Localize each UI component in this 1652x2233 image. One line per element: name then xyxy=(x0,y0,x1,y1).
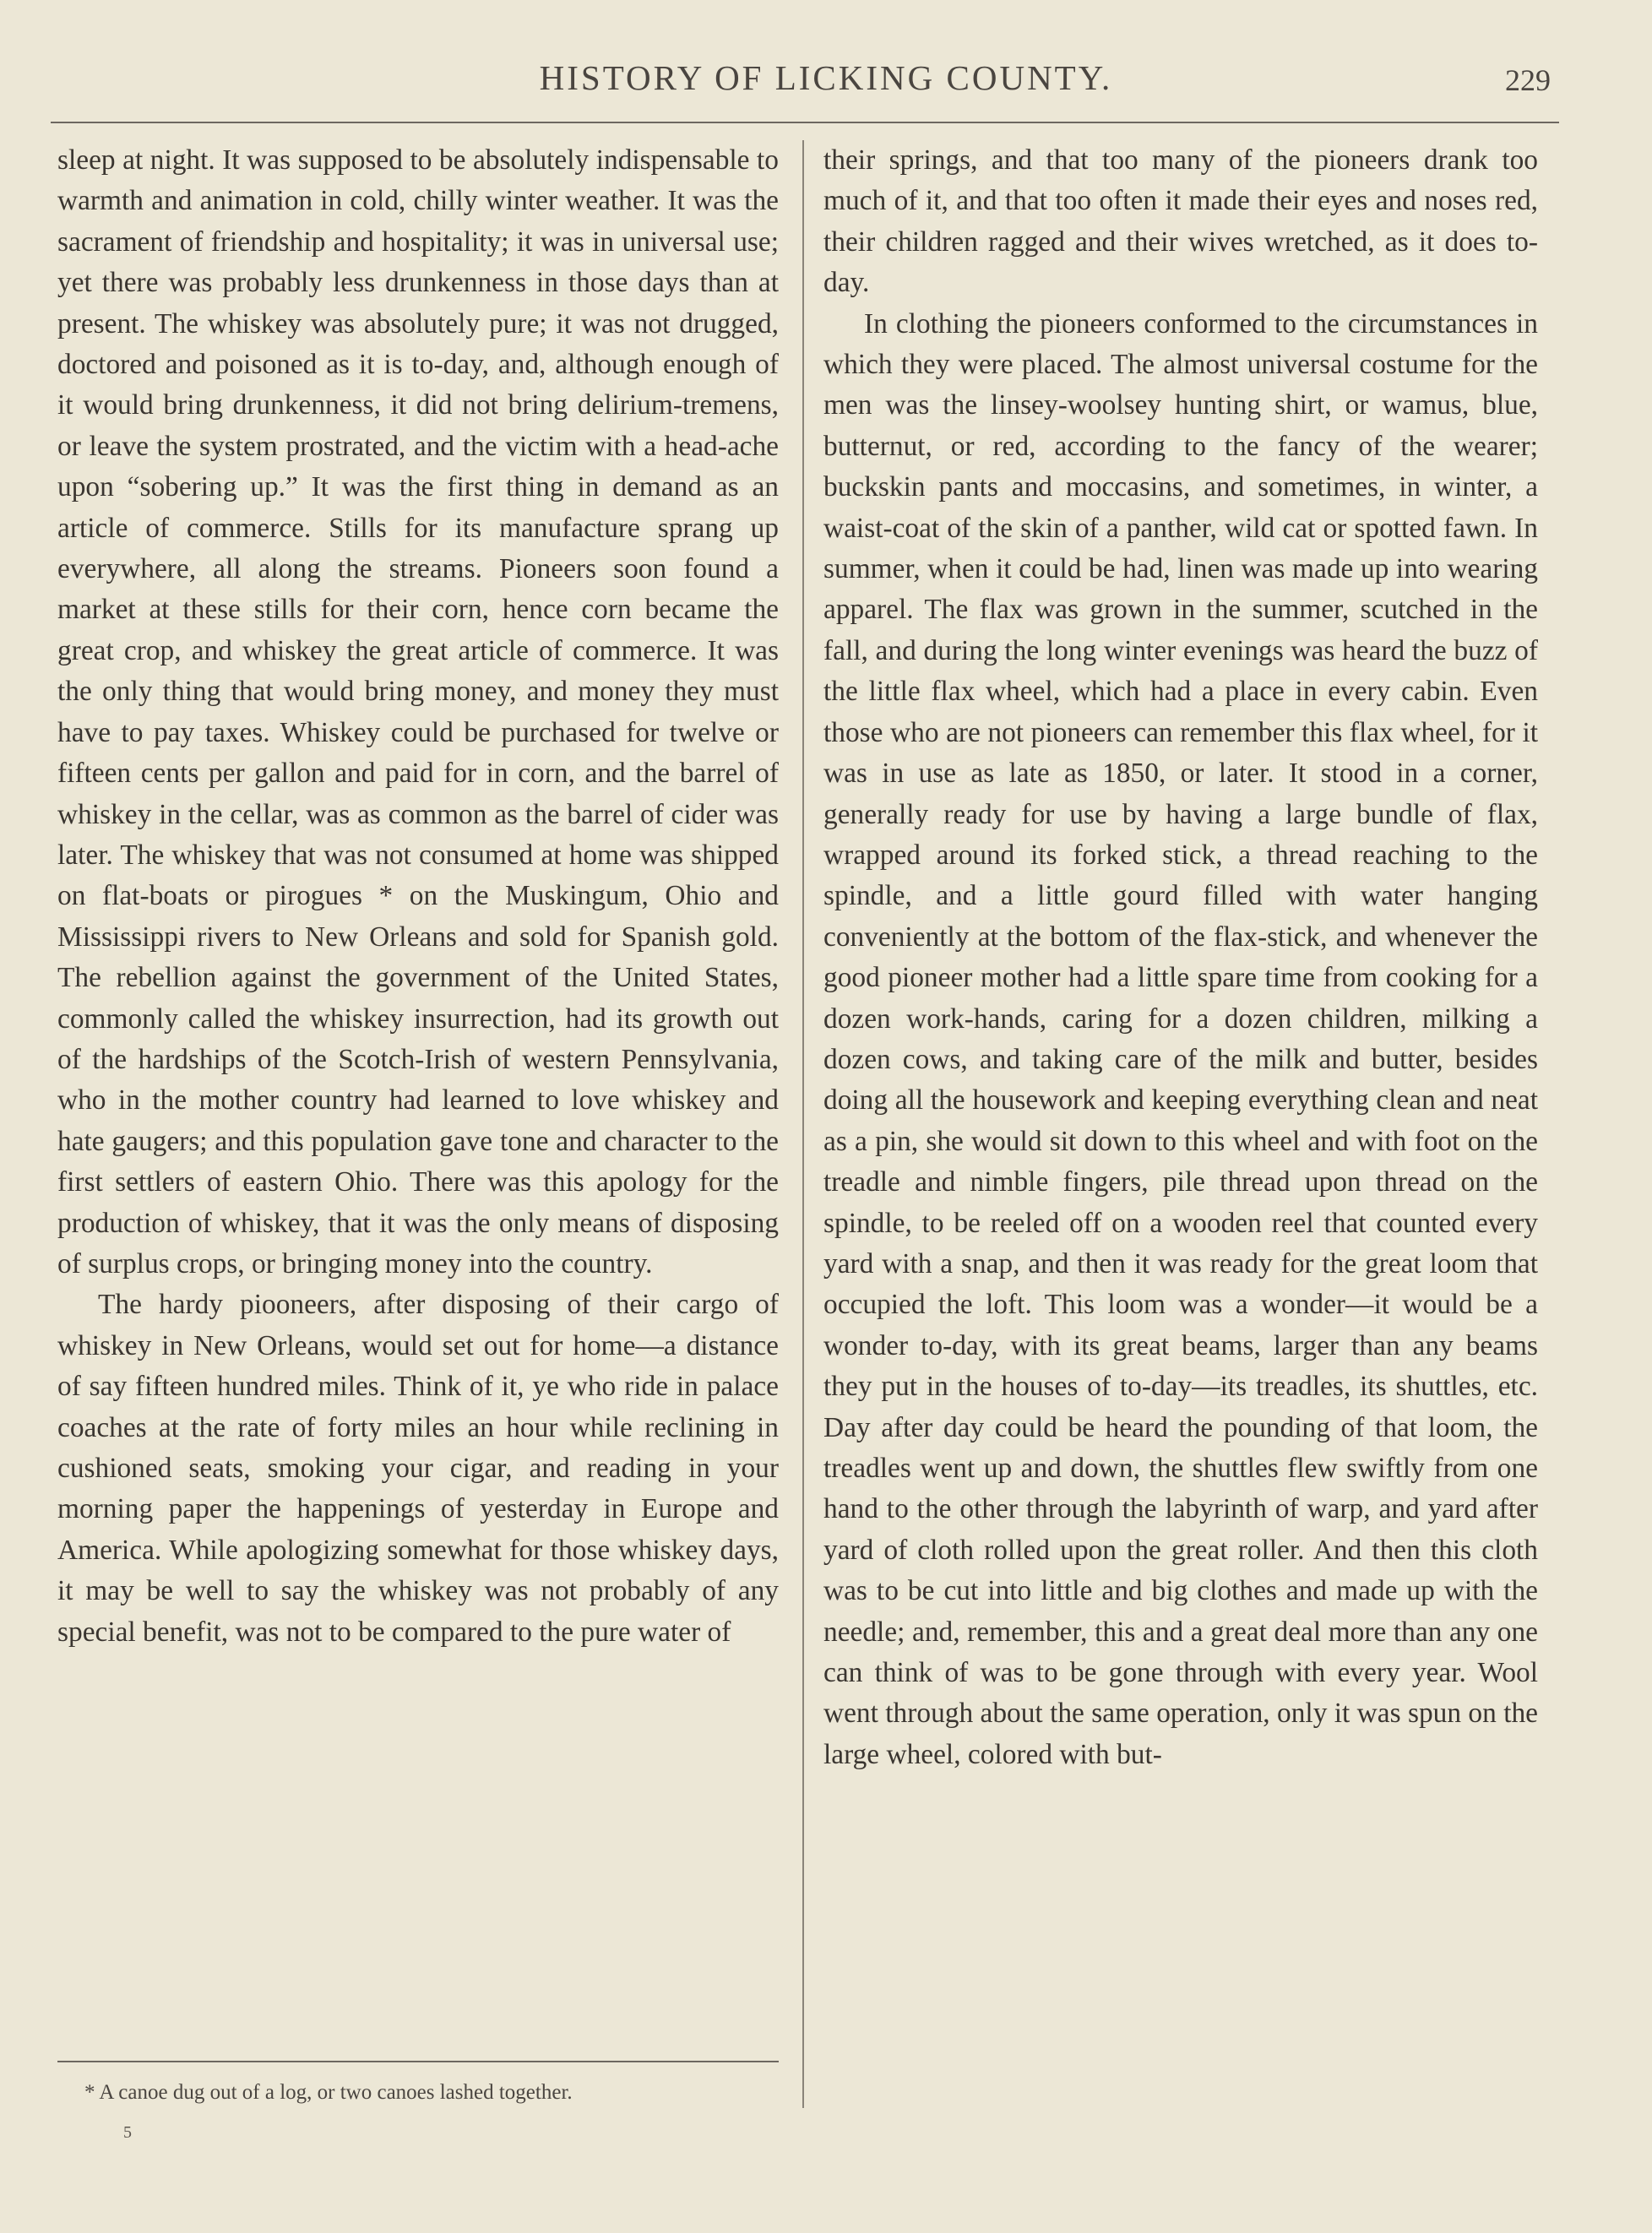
left-paragraph-1: sleep at night. It was supposed to be absolutely indispensable to warmth and animation in cold, chilly winter weather. It was the sacrament of friendship and hospitality; it was in universal use; yet there was probably less drunkenness in those days than at present. The whiskey was absolutely pure; it was not drugged, doctored and poisoned as it is to-day, and, although enough of it would bring drunkenness, it did not bring delirium-tremens, or leave the system prostrated, and the victim with a head-ache upon “sobering up.” It was the first thing in demand as an article of commerce. Stills for its manufacture sprang up everywhere, all along the streams. Pioneers soon found a market at these stills for their corn, hence corn became the great crop, and whiskey the great article of commerce. It was the only thing that would bring money, and money they must have to pay taxes. Whiskey could be purchased for twelve or fifteen cents per gallon and paid for in corn, and the barrel of whiskey in the cellar, was as common as the barrel of cider was later. The whiskey that was not consumed at home was shipped on flat-boats or pirogues * on the Muskingum, Ohio and Mississippi rivers to New Orleans and sold for Spanish gold. The rebellion against the government of the United States, commonly called the whiskey insurrection, had its growth out of the hardships of the Scotch-Irish of western Pennsylvania, who in the mother country had learned to love whiskey and hate gaugers; and this population gave tone and character to the first settlers of eastern Ohio. There was this apology for the production of whiskey, that it was the only means of disposing of surplus crops, or bringing money into the country. xyxy=(57,144,779,1279)
header-rule xyxy=(51,122,1559,123)
signature-mark: 5 xyxy=(123,2123,132,2142)
page-header xyxy=(0,52,1652,111)
right-paragraph-1: their springs, and that too many of the pioneers drank too much of it, and that too often it made their eyes and noses red, their children ragged and their wives wretched, as it does to-day. xyxy=(823,144,1538,299)
running-title: HISTORY OF LICKING COUNTY. xyxy=(539,58,1113,97)
right-column xyxy=(823,140,1538,1775)
footnote: * A canoe dug out of a log, or two canoes lashed together. xyxy=(84,2081,573,2104)
footnote-rule xyxy=(57,2061,779,2062)
right-paragraph-2: In clothing the pioneers conformed to the circumstances in which they were placed. The almost universal costume for the men was the linsey-woolsey hunting shirt, or wamus, blue, butternut, or red, according to the fancy of the wearer; buckskin pants and moccasins, and sometimes, in winter, a waist-coat of the skin of a panther, wild cat or spotted fawn. In summer, when it could be had, linen was made up into wearing apparel. The flax was grown in the summer, scutched in the fall, and during the long winter evenings was heard the buzz of the little flax wheel, which had a place in every cabin. Even those who are not pioneers can remember this flax wheel, for it was in use as late as 1850, or later. It stood in a corner, generally ready for use by having a large bundle of flax, wrapped around its forked stick, a thread reaching to the spindle, and a little gourd filled with water hanging conveniently at the bottom of the flax-stick, and whenever the good pioneer mother had a little spare time from cooking for a dozen work-hands, caring for a dozen children, milking a dozen cows, and taking care of the milk and butter, besides doing all the housework and keeping everything clean and neat as a pin, she would sit down to this wheel and with foot on the treadle and nimble fingers, pile thread upon thread on the spindle, to be reeled off on a wooden reel that counted every yard with a snap, and then it was ready for the great loom that occupied the loft. This loom was a wonder—it would be a wonder to-day, with its great beams, larger than any beams they put in the houses of to-day—its treadles, its shuttles, etc. Day after day could be heard the pounding of that loom, the treadles went up and down, the shuttles flew swiftly from one hand to the other through the labyrinth of warp, and yard after yard of cloth rolled upon the great roller. And then this cloth was to be cut into little and big clothes and made up with the needle; and, remember, this and a great deal more than any one can think of was to be gone through with every year. Wool went through about the same operation, only it was spun on the large wheel, colored with but- xyxy=(823,307,1538,1770)
left-column xyxy=(57,140,779,1653)
left-paragraph-2: The hardy piooneers, after disposing of their cargo of whiskey in New Orleans, would set out for home—a distance of say fifteen hundred miles. Think of it, ye who ride in palace coaches at the rate of forty miles an hour while reclining in cushioned seats, smoking your cigar, and reading in your morning paper the happenings of yesterday in Europe and America. While apologizing somewhat for those whiskey days, it may be well to say the whiskey was not probably of any special benefit, was not to be compared to the pure water of xyxy=(57,1289,779,1648)
column-divider xyxy=(802,140,804,2108)
page-number: 229 xyxy=(1505,63,1551,97)
